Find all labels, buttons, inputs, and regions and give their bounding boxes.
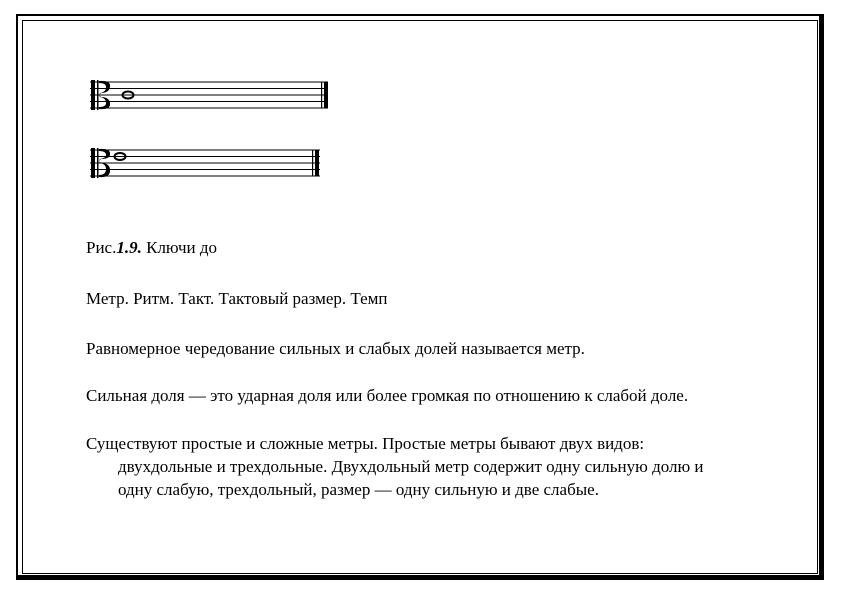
section-heading: Метр. Ритм. Такт. Тактовый размер. Темп [86,289,388,308]
paragraph-3 [86,432,704,501]
caption-prefix: Рис. [86,238,117,257]
barline-thick [324,82,328,108]
barline-thin [312,150,313,176]
caption-text: Ключи до [141,238,218,257]
paragraph-1: Равномерное чередование сильных и слабых долей называется метр. [86,339,585,358]
music-staff-1 [88,78,333,114]
paragraph-2: Сильная доля — это ударная доля или более громкая по отношению к слабой доле. [86,386,689,405]
staff-lines [90,82,328,108]
paragraph-3-line-2: двухдольные и трехдольные. Двухдольный метр содержит одну сильную долю и [118,457,704,476]
caption-number: 1.9. [116,238,142,257]
paragraph-3-line-3: одну слабую, трехдольный, размер — одну сильную и две слабые. [118,480,599,499]
figure-caption [86,236,217,259]
barline-thick [315,150,319,176]
paragraph-3-line-1: Существуют простые и сложные метры. Простые метры бывают двух видов: [86,434,645,453]
barline-thin [321,82,322,108]
music-staff-2 [88,146,328,182]
